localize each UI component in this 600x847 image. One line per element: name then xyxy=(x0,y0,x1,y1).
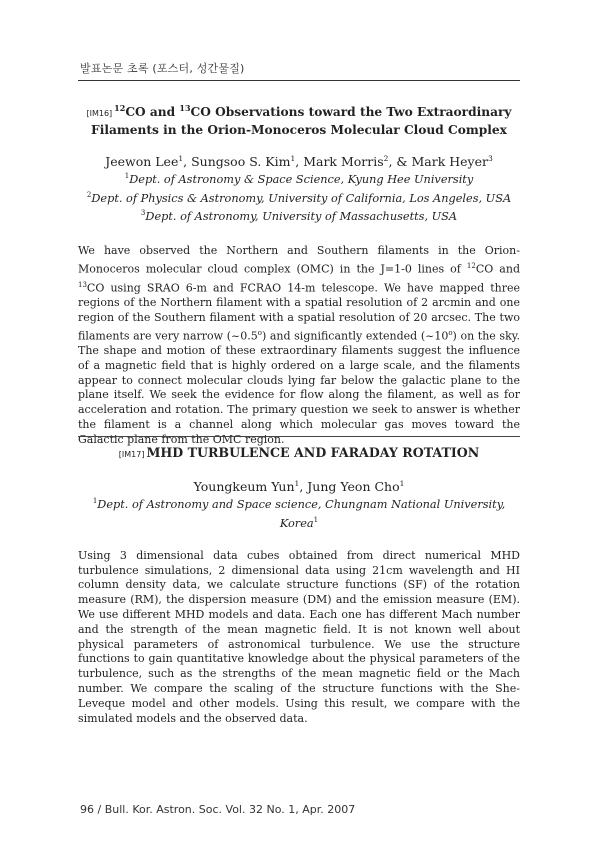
body-text: CO using SRAO 6-m and FCRAO 14-m telescope. We have mapped three regions of the Northern filament with a spatial resolution of 2 arcmin and one region of the Southern filament with a spatial resolution of 20 arcsec. The two filaments are very narrow (~0.5 xyxy=(78,281,520,343)
body-sup: 12 xyxy=(466,262,476,271)
author-sup: 1 xyxy=(399,479,405,488)
author-name: Jung Yeon Cho xyxy=(307,479,400,495)
body-text: CO and xyxy=(475,262,520,276)
author-name: Mark Heyer xyxy=(411,154,488,170)
affiliation-sup: 1 xyxy=(92,497,98,506)
abstract-body: Using 3 dimensional data cubes obtained from direct numerical MHD turbulence simulations, 2 dimensional data using 21cm wavelength and HI column density data, we calculate structure functions (SF) of the rotation measure (RM), the dispersion measure (DM) and the emission measure (EM). We use different MHD models and data. Each one has different Mach number and the strength of the mean magnetic field. It is not known well about physical parameters of astronomical turbulence. We use the structure functions to gain quantitative knowledge about the physical parameters of the turbulence, such as the strengths of the mean magnetic field or the Mach number. We compare the scaling of the structure functions with the She-Leveque model and other models. Using this result, we compare with the simulated models and the observed data. xyxy=(78,548,520,725)
author-list xyxy=(78,151,520,169)
affiliation xyxy=(78,206,520,224)
affiliation-sup: 1 xyxy=(124,172,130,181)
author-name: Jeewon Lee xyxy=(105,154,179,170)
section-divider xyxy=(78,436,520,437)
title-line: Filaments in the Orion-Monoceros Molecular Cloud Complex xyxy=(91,123,507,138)
affiliation-sup: 1 xyxy=(313,515,319,524)
abstract-title xyxy=(78,100,520,139)
author-sup: 1 xyxy=(290,154,296,164)
author-sup: 2 xyxy=(383,154,389,164)
affiliation-sup: 2 xyxy=(86,190,92,199)
affiliation xyxy=(78,169,520,187)
affiliation-text: Dept. of Physics & Astronomy, University of California, Los Angeles, USA xyxy=(91,191,512,205)
body-sup: o xyxy=(257,328,262,337)
affiliation xyxy=(78,494,520,531)
body-text: ) on the sky. The shape and motion of these extraordinary filaments suggest the influence of a magnetic field that is highly ordered on a large scale, and the filaments appear to connect molecular clouds lying far below the galactic plane to the plane itself. We seek the evidence for flow along the filament, as well as for acceleration and rotation. The primary question we seek to answer is whether the filament is a channel along which molecular gas moves toward the Galactic plane from the OMC region. xyxy=(78,329,520,446)
body-sup: 13 xyxy=(78,280,87,289)
isotope-sup: 13 xyxy=(179,103,191,113)
abstract-im16 xyxy=(78,100,520,448)
body-text: We have observed the Northern and Southern filaments in the Orion-Monoceros molecular cloud complex (OMC) in the J=1-0 lines of xyxy=(78,244,520,276)
author-sup: 1 xyxy=(178,154,184,164)
title-line: MHD TURBULENCE AND FARADAY ROTATION xyxy=(146,445,480,460)
affiliation-text: Dept. of Astronomy & Space Science, Kyung Hee University xyxy=(129,172,474,186)
isotope-sup: 12 xyxy=(114,103,126,113)
abstract-im17 xyxy=(78,444,520,726)
title-part: CO and xyxy=(125,105,180,120)
abstract-code: [IM16] xyxy=(86,109,113,119)
header-rule xyxy=(78,80,520,81)
author-sep: , xyxy=(299,479,308,495)
body-sup: o xyxy=(448,328,453,337)
author-list xyxy=(78,476,520,494)
running-head: 발표논문 초록 (포스터, 성간물질) xyxy=(80,62,245,75)
author-name: Mark Morris xyxy=(303,154,384,170)
author-sep: , & xyxy=(388,154,412,170)
author-sup: 1 xyxy=(294,479,300,488)
abstract-body xyxy=(78,244,520,447)
author-sup: 3 xyxy=(488,154,493,164)
page-footer: 96 / Bull. Kor. Astron. Soc. Vol. 32 No. 1, Apr. 2007 xyxy=(80,803,356,816)
body-text: ) and significantly extended (~10 xyxy=(261,329,449,343)
abstract-title xyxy=(78,444,520,463)
author-name: Youngkeum Yun xyxy=(193,479,295,495)
affiliation-text: Dept. of Astronomy, University of Massachusetts, USA xyxy=(145,209,458,223)
author-sep: , xyxy=(183,154,192,170)
affiliation-text: Dept. of Astronomy and Space science, Chungnam National University, Korea xyxy=(97,497,506,530)
affiliation xyxy=(78,188,520,206)
author-name: Sungsoo S. Kim xyxy=(191,154,291,170)
abstract-code: [IM17] xyxy=(118,450,145,459)
title-part: CO Observations toward the Two Extraordinary xyxy=(190,105,512,120)
affiliation-sup: 3 xyxy=(140,208,146,217)
author-sep: , xyxy=(295,154,304,170)
